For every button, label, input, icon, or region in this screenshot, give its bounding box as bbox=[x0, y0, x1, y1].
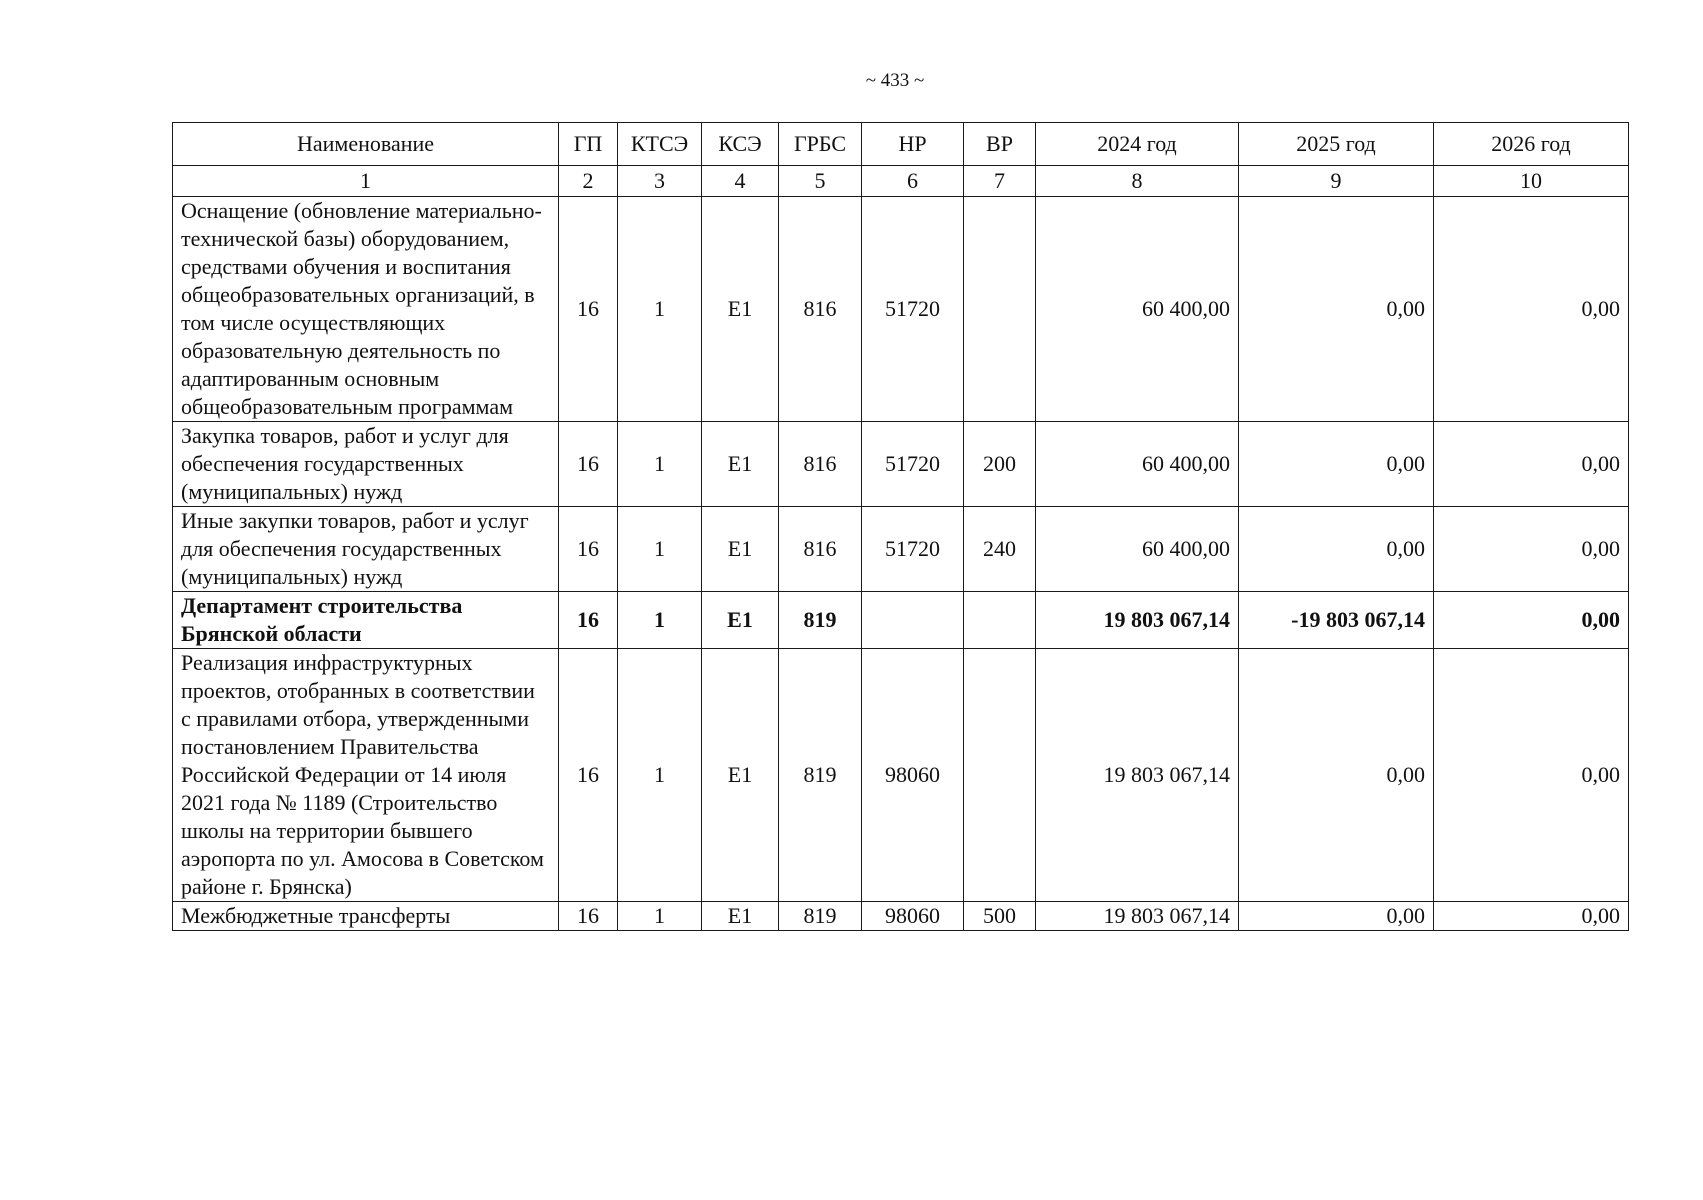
column-number-row bbox=[173, 166, 1629, 197]
row-name: Закупка товаров, работ и услуг для обеспечения государственных (муниципальных) нужд bbox=[173, 422, 559, 507]
cell-2024: 19 803 067,14 bbox=[1036, 902, 1239, 931]
cell-ktse: 1 bbox=[618, 649, 702, 902]
cell-grbs: 816 bbox=[779, 507, 862, 592]
header-name: Наименование bbox=[173, 123, 559, 166]
header-2025: 2025 год bbox=[1239, 123, 1434, 166]
cell-gp: 16 bbox=[559, 422, 618, 507]
cell-ktse: 1 bbox=[618, 197, 702, 422]
cell-ktse: 1 bbox=[618, 592, 702, 649]
table-row bbox=[173, 902, 1629, 931]
header-kse: КСЭ bbox=[702, 123, 779, 166]
table-row bbox=[173, 507, 1629, 592]
cell-nr: 98060 bbox=[862, 649, 964, 902]
cell-2026: 0,00 bbox=[1434, 592, 1629, 649]
column-number: 3 bbox=[618, 166, 702, 197]
cell-nr: 98060 bbox=[862, 902, 964, 931]
header-2024: 2024 год bbox=[1036, 123, 1239, 166]
cell-2026: 0,00 bbox=[1434, 507, 1629, 592]
column-number: 8 bbox=[1036, 166, 1239, 197]
cell-nr: 51720 bbox=[862, 507, 964, 592]
cell-2026: 0,00 bbox=[1434, 197, 1629, 422]
row-name: Департамент строительства Брянской области bbox=[173, 592, 559, 649]
header-nr: НР bbox=[862, 123, 964, 166]
row-name: Межбюджетные трансферты bbox=[173, 902, 559, 931]
cell-nr bbox=[862, 592, 964, 649]
row-name: Иные закупки товаров, работ и услуг для обеспечения государственных (муниципальных) нужд bbox=[173, 507, 559, 592]
header-grbs: ГРБС bbox=[779, 123, 862, 166]
column-number: 1 bbox=[173, 166, 559, 197]
table-row-department bbox=[173, 592, 1629, 649]
cell-gp: 16 bbox=[559, 507, 618, 592]
cell-2025: 0,00 bbox=[1239, 197, 1434, 422]
cell-kse: E1 bbox=[702, 197, 779, 422]
cell-gp: 16 bbox=[559, 649, 618, 902]
cell-grbs: 816 bbox=[779, 422, 862, 507]
cell-kse: E1 bbox=[702, 507, 779, 592]
cell-2024: 60 400,00 bbox=[1036, 197, 1239, 422]
cell-ktse: 1 bbox=[618, 902, 702, 931]
cell-grbs: 819 bbox=[779, 902, 862, 931]
cell-vr bbox=[964, 649, 1036, 902]
cell-2025: -19 803 067,14 bbox=[1239, 592, 1434, 649]
cell-2025: 0,00 bbox=[1239, 422, 1434, 507]
cell-kse: E1 bbox=[702, 649, 779, 902]
cell-vr bbox=[964, 197, 1036, 422]
column-number: 6 bbox=[862, 166, 964, 197]
header-row bbox=[173, 123, 1629, 166]
row-name: Реализация инфраструктурных проектов, отобранных в соответствии с правилами отбора, утвержденными постановлением Правительства Российской Федерации от 14 июля 2021 года № 1189 (Строительство школы на территории бывшего аэропорта по ул. Амосова в Советском районе г. Брянска) bbox=[173, 649, 559, 902]
cell-2025: 0,00 bbox=[1239, 649, 1434, 902]
cell-2024: 19 803 067,14 bbox=[1036, 592, 1239, 649]
cell-ktse: 1 bbox=[618, 422, 702, 507]
cell-2026: 0,00 bbox=[1434, 422, 1629, 507]
cell-2026: 0,00 bbox=[1434, 649, 1629, 902]
column-number: 5 bbox=[779, 166, 862, 197]
cell-kse: E1 bbox=[702, 592, 779, 649]
cell-gp: 16 bbox=[559, 902, 618, 931]
column-number: 4 bbox=[702, 166, 779, 197]
cell-grbs: 819 bbox=[779, 649, 862, 902]
cell-2025: 0,00 bbox=[1239, 902, 1434, 931]
cell-grbs: 819 bbox=[779, 592, 862, 649]
header-gp: ГП bbox=[559, 123, 618, 166]
column-number: 7 bbox=[964, 166, 1036, 197]
cell-kse: E1 bbox=[702, 902, 779, 931]
cell-grbs: 816 bbox=[779, 197, 862, 422]
header-vr: ВР bbox=[964, 123, 1036, 166]
cell-2024: 60 400,00 bbox=[1036, 422, 1239, 507]
column-number: 10 bbox=[1434, 166, 1629, 197]
cell-nr: 51720 bbox=[862, 197, 964, 422]
cell-2026: 0,00 bbox=[1434, 902, 1629, 931]
table-row bbox=[173, 197, 1629, 422]
cell-2025: 0,00 bbox=[1239, 507, 1434, 592]
cell-ktse: 1 bbox=[618, 507, 702, 592]
cell-nr: 51720 bbox=[862, 422, 964, 507]
header-2026: 2026 год bbox=[1434, 123, 1629, 166]
cell-gp: 16 bbox=[559, 592, 618, 649]
cell-vr bbox=[964, 592, 1036, 649]
header-ktse: КТСЭ bbox=[618, 123, 702, 166]
cell-2024: 60 400,00 bbox=[1036, 507, 1239, 592]
cell-gp: 16 bbox=[559, 197, 618, 422]
column-number: 2 bbox=[559, 166, 618, 197]
table-row bbox=[173, 649, 1629, 902]
cell-vr: 240 bbox=[964, 507, 1036, 592]
cell-vr: 500 bbox=[964, 902, 1036, 931]
table-row bbox=[173, 422, 1629, 507]
cell-kse: E1 bbox=[702, 422, 779, 507]
column-number: 9 bbox=[1239, 166, 1434, 197]
page-number: ~ 433 ~ bbox=[865, 70, 925, 91]
budget-table bbox=[172, 122, 1629, 931]
row-name: Оснащение (обновление материально-технической базы) оборудованием, средствами обучения и воспитания общеобразовательных организаций, в том числе осуществляющих образовательную деятельность по адаптированным основным общеобразовательным программам bbox=[173, 197, 559, 422]
cell-2024: 19 803 067,14 bbox=[1036, 649, 1239, 902]
cell-vr: 200 bbox=[964, 422, 1036, 507]
